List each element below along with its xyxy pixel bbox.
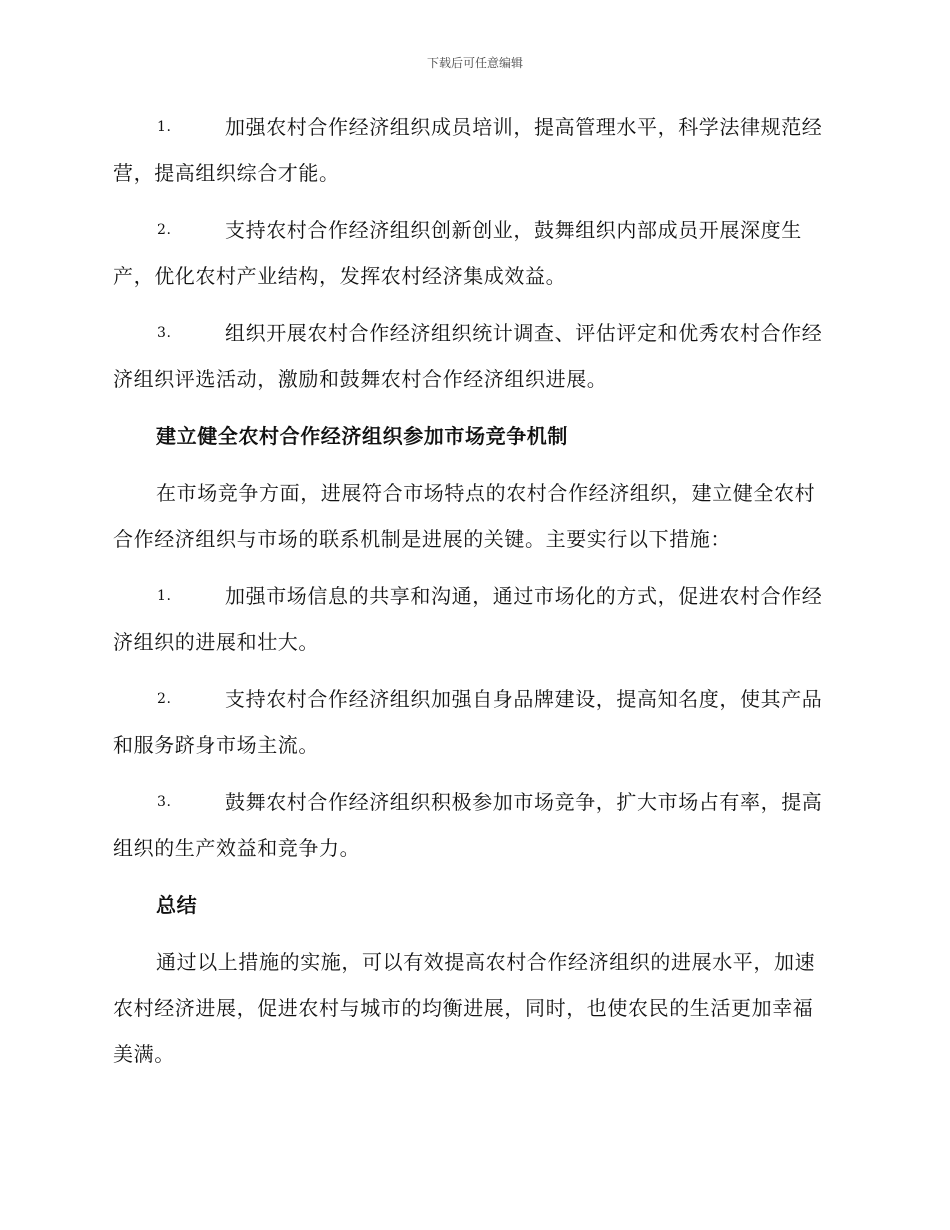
list-number: 2.	[157, 222, 172, 238]
paragraph: 在市场竞争方面，进展符合市场特点的农村合作经济组织，建立健全农村合作经济组织与市场的联系机制是进展的关键。主要实行以下措施：	[113, 481, 816, 551]
list-number: 1.	[157, 588, 172, 604]
list-text: 支持农村合作经济组织加强自身品牌建设，提高知名度，使其产品和服务跻身市场主流。	[113, 687, 823, 757]
document-body	[113, 104, 833, 1077]
list-item	[113, 310, 833, 402]
list-number: 3.	[157, 325, 172, 341]
list-text: 支持农村合作经济组织创新创业，鼓舞组织内部成员开展深度生产，优化农村产业结构，发挥农村经济集成效益。	[113, 218, 802, 288]
list-item	[113, 207, 833, 299]
list-text: 鼓舞农村合作经济组织积极参加市场竞争，扩大市场占有率，提高组织的生产效益和竞争力。	[113, 790, 823, 860]
list-item	[113, 779, 833, 871]
list-item	[113, 573, 833, 665]
list-item	[113, 104, 833, 196]
list-item	[113, 676, 833, 768]
summary-heading: 总结	[156, 893, 198, 917]
page-header: 下载后可任意编辑	[426, 56, 523, 70]
list-number: 3.	[157, 794, 172, 810]
list-text: 加强农村合作经济组织成员培训，提高管理水平，科学法律规范经营，提高组织综合才能。	[113, 115, 823, 185]
summary-paragraph: 通过以上措施的实施，可以有效提高农村合作经济组织的进展水平，加速农村经济进展，促进农村与城市的均衡进展，同时，也使农民的生活更加幸福美满。	[113, 950, 816, 1066]
list-number: 2.	[157, 691, 172, 707]
list-number: 1.	[157, 119, 172, 135]
list-text: 加强市场信息的共享和沟通，通过市场化的方式，促进农村合作经济组织的进展和壮大。	[113, 584, 823, 654]
list-text: 组织开展农村合作经济组织统计调查、评估评定和优秀农村合作经济组织评选活动，激励和鼓舞农村合作经济组织进展。	[113, 321, 823, 391]
section-heading: 建立健全农村合作经济组织参加市场竞争机制	[156, 424, 568, 448]
